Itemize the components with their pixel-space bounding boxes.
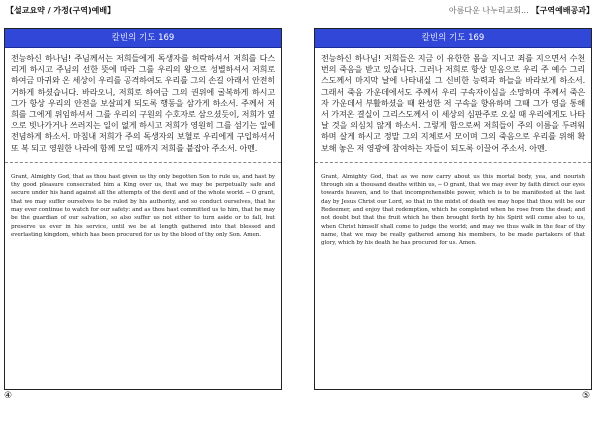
left-english-prayer: Grant, Almighty God, that as thou hast given us thy only begotten Son to rule us, and hast by thy good pleasure consecrated him a King over us, that we may be perpetually safe and secure under his hand against all the attempts of the devil and of the whole world. ─ O grant, that we may suffer ourselves to be ruled by his authority, and so conduct ourselves, that he may ever continue to watch for our safety: and as thou hast committed us to him, that he may be the guardian of our salvation, so also suffer us not either to turn aside or to fall, but preserve us ever in his service, until we be at length gathered into that blessed and everlasting kingdom, which has been procured for us by the blood of thy only Son. Amen. (11, 173, 275, 238)
header-left-title: 【설교요약 / 가정(구역)예배】 (6, 6, 116, 15)
right-korean-prayer: 전능하신 하나님! 저희들은 지금 이 유한한 몸을 지니고 죄를 지으면서 수천 번의 죽음을 받고 있습니다. 그러나 저희로 항상 믿음으로 우리 주 예수 그리스도께서 마지막 날에 나타내실 그 신비한 능력과 하늘을 바라보게 하소서. 그래서 죽음 가운데에서도 주께서 우리 구속자이심을 소망하며 주께서 죽은 자 가운데서 부활하셨을 때 완성한 저 구속을 향유하며 그때 그가 영을 통해서 가져온 결실이 그리스도께서 이 세상의 심판주로 오실 때 우리에게도 나타날 것을 의심치 않게 하소서. 그렇게 함으로써 저희들이 주의 이름을 두려워하며 살게 하시고 정말 그의 지체로서 모이며 그의 죽음으로 우리를 위해 확보해 놓은 저 영광에 참여하는 자들이 되도록 이끌어 주소서. 아멘. (321, 53, 585, 153)
right-page-banner: 칼빈의 기도 169 (315, 29, 591, 48)
left-korean-prayer: 전능하신 하나님! 주님께서는 저희들에게 독생자를 허락하셔서 저희를 다스리게 하시고 주님의 선한 뜻에 따라 그를 우리의 왕으로 성별하셔서 저희로 하여금 마귀와 온 세상이 우리를 공격하여도 우리를 그의 손길 아래서 안전히 거하게 하셨습니다. 바라오니, 저희로 하여금 그의 권위에 굴복하게 하시고 그가 항상 우리의 안전을 보살피게 되도록 행동을 삼가게 하소서. 주께서 저희를 그에게 위임하셔서 그를 우리의 구원의 수호자로 삼으셨듯이, 저희가 옆으로 빗나가거나 쓰러지는 일이 없게 하시고 저희가 영원히 그를 섬기는 일에 전념하게 하소서. 마침내 저희가 주의 독생자의 보혈로 우리에게 구입하셔서 또 복 되고 영원한 나라에 함께 모일 때까지 저희를 붙잡아 주소서. 아멘. (11, 53, 275, 153)
left-page-banner: 칼빈의 기도 169 (5, 29, 281, 48)
left-page (4, 28, 282, 390)
page-number-left: ④ (4, 391, 13, 401)
page-number-right: ⑤ (582, 391, 591, 401)
right-english-prayer: Grant, Almighty God, that as we now carry about us this mortal body, yea, and nourish through sin a thousand deaths within us, ─ O grant, that we may ever by faith direct our eyes towards heaven, and to that incomprehensible power, which is to be manifested at the last day by Jesus Christ our Lord, so that in the midst of death we may hope that thou wilt be our Redeemer, and enjoy that redemption, which he completed when he rose from the dead; and not doubt but that the fruit which he then brought forth by his Spirit will come also to us, when Christ himself shall come to judge the world; and may we thus walk in the fear of thy name, that we may be really gathered among his members, to be made partakers of that glory, which by his death he has procured for us. Amen. (321, 173, 585, 247)
right-page (314, 28, 592, 390)
header-right-title: 【구역예배공과】 (531, 6, 594, 15)
header-right (449, 5, 594, 16)
header-right-subtitle: 아름다운 나누리교회... (448, 6, 529, 15)
